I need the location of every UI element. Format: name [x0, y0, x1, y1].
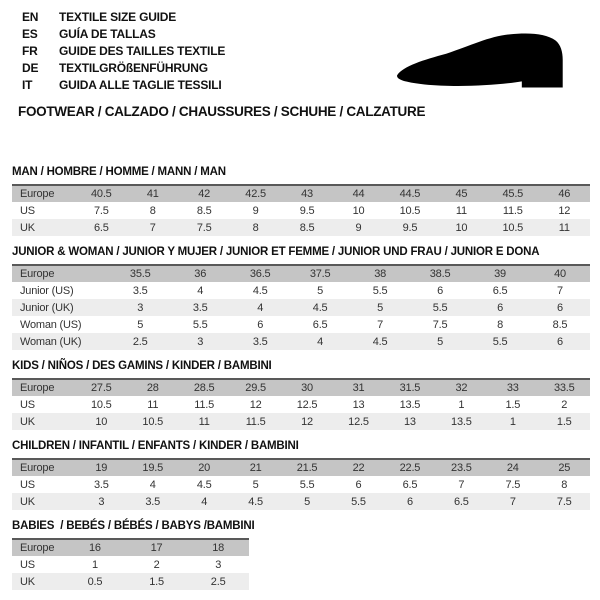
- size-value-cell: 13.5: [399, 398, 421, 411]
- table-row: [12, 476, 590, 493]
- size-value-cell: 4.5: [230, 493, 281, 510]
- size-value-cell: 29.5: [230, 379, 281, 396]
- size-value-cell: 6.5: [76, 219, 127, 236]
- size-value-cell: 8: [149, 204, 156, 217]
- size-value-cell: 3: [170, 333, 230, 350]
- size-value-cell: 3.5: [127, 493, 178, 510]
- size-value-cell: 10.5: [90, 398, 112, 411]
- size-value-cell: 17: [126, 539, 188, 556]
- size-value-cell: 7: [487, 493, 538, 510]
- size-value-cell: 7.5: [432, 318, 448, 331]
- size-value-cell: 5.5: [333, 493, 384, 510]
- size-table: [12, 184, 590, 236]
- size-value-cell: 44.5: [384, 185, 435, 202]
- row-label: Europe: [12, 539, 64, 556]
- size-value-cell: 2.5: [187, 573, 249, 590]
- size-table: [12, 538, 249, 590]
- size-value-cell: 8.5: [552, 318, 568, 331]
- size-value-cell: 7: [458, 478, 465, 491]
- size-value-cell: 45.5: [487, 185, 538, 202]
- size-value-cell: 4.5: [350, 333, 410, 350]
- language-row-de: [22, 59, 225, 76]
- size-value-cell: 13.5: [436, 413, 487, 430]
- size-value-cell: 4.5: [252, 284, 268, 297]
- language-label: GUÍA DE TALLAS: [59, 26, 156, 41]
- language-label: TEXTILGRÖßENFÜHRUNG: [59, 60, 208, 75]
- size-table-section: [12, 166, 590, 236]
- size-value-cell: 4: [149, 478, 156, 491]
- size-value-cell: 41: [127, 185, 178, 202]
- size-value-cell: 4.5: [290, 299, 350, 316]
- size-value-cell: 6.5: [312, 318, 328, 331]
- size-value-cell: 8: [497, 318, 503, 331]
- table-row: [12, 556, 249, 573]
- row-label: US: [20, 398, 35, 411]
- size-value-cell: 27.5: [76, 379, 127, 396]
- size-value-cell: 8.5: [281, 219, 332, 236]
- size-value-cell: 33: [487, 379, 538, 396]
- size-table: [12, 264, 590, 350]
- category-title: FOOTWEAR / CALZADO / CHAUSSURES / SCHUHE / CALZATURE: [18, 104, 426, 119]
- size-value-cell: 10.5: [399, 204, 421, 217]
- table-row: [12, 219, 590, 236]
- size-value-cell: 11: [539, 219, 590, 236]
- size-value-cell: 36.5: [230, 265, 290, 282]
- table-row: [12, 202, 590, 219]
- size-value-cell: 6: [530, 299, 590, 316]
- size-value-cell: 43: [281, 185, 332, 202]
- size-value-cell: 24: [487, 459, 538, 476]
- size-value-cell: 7.5: [93, 204, 109, 217]
- size-value-cell: 6: [530, 333, 590, 350]
- language-title-list: [22, 8, 225, 93]
- size-value-cell: 7: [377, 318, 384, 331]
- size-value-cell: 42.5: [230, 185, 281, 202]
- size-value-cell: 12.5: [296, 398, 318, 411]
- size-value-cell: 1.5: [126, 573, 188, 590]
- size-value-cell: 1: [487, 413, 538, 430]
- size-table: [12, 458, 590, 510]
- size-value-cell: 11: [147, 398, 159, 411]
- size-value-cell: 10: [436, 219, 487, 236]
- size-value-cell: 2.5: [110, 333, 170, 350]
- row-label: Junior (US): [20, 284, 74, 297]
- table-row: [12, 265, 590, 282]
- language-code: ES: [22, 26, 38, 41]
- row-label: UK: [12, 493, 76, 510]
- row-label: Woman (US): [20, 318, 82, 331]
- table-title: KIDS / NIÑOS / DES GAMINS / KINDER / BAMBINI: [12, 360, 272, 372]
- size-value-cell: 25: [539, 459, 590, 476]
- size-value-cell: 1: [91, 558, 98, 571]
- size-value-cell: 8.5: [196, 204, 212, 217]
- size-value-cell: 5: [410, 333, 470, 350]
- size-value-cell: 2: [561, 398, 568, 411]
- size-value-cell: 5: [137, 318, 144, 331]
- size-value-cell: 3.5: [170, 299, 230, 316]
- table-row: [12, 299, 590, 316]
- size-value-cell: 2: [153, 558, 160, 571]
- size-value-cell: 3.5: [132, 284, 148, 297]
- size-value-cell: 20: [178, 459, 229, 476]
- size-value-cell: 11.5: [230, 413, 281, 430]
- language-code: FR: [22, 43, 38, 58]
- row-label: Europe: [12, 185, 76, 202]
- size-value-cell: 38: [350, 265, 410, 282]
- table-title: CHILDREN / INFANTIL / ENFANTS / KINDER / BAMBINI: [12, 440, 299, 452]
- language-code: DE: [22, 60, 39, 75]
- size-value-cell: 5: [281, 493, 332, 510]
- size-value-cell: 9.5: [299, 204, 315, 217]
- size-value-cell: 30: [281, 379, 332, 396]
- size-value-cell: 33.5: [539, 379, 590, 396]
- size-value-cell: 40: [530, 265, 590, 282]
- size-value-cell: 6: [257, 318, 264, 331]
- table-title: JUNIOR & WOMAN / JUNIOR Y MUJER / JUNIOR ET FEMME / JUNIOR UND FRAU / JUNIOR E DONA: [12, 246, 540, 258]
- size-value-cell: 35.5: [110, 265, 170, 282]
- size-value-cell: 9: [333, 219, 384, 236]
- size-value-cell: 1.5: [505, 398, 521, 411]
- size-value-cell: 31: [333, 379, 384, 396]
- size-value-cell: 5.5: [299, 478, 315, 491]
- size-value-cell: 6.5: [492, 284, 508, 297]
- size-value-cell: 37.5: [290, 265, 350, 282]
- size-value-cell: 39: [470, 265, 530, 282]
- table-title: BABIES / BEBÉS / BÉBÉS / BABYS /BAMBINI: [12, 520, 255, 532]
- row-label: Europe: [12, 379, 76, 396]
- size-value-cell: 5.5: [192, 318, 208, 331]
- size-table: [12, 378, 590, 430]
- size-value-cell: 4: [197, 284, 204, 297]
- size-value-cell: 1.5: [539, 413, 590, 430]
- language-code: IT: [22, 77, 33, 92]
- size-value-cell: 18: [187, 539, 249, 556]
- language-row-it: [22, 76, 225, 93]
- size-value-cell: 7.5: [505, 478, 521, 491]
- language-code: EN: [22, 9, 39, 24]
- size-value-cell: 0.5: [64, 573, 126, 590]
- language-label: TEXTILE SIZE GUIDE: [59, 9, 177, 24]
- table-row: [12, 573, 249, 590]
- language-row-fr: [22, 42, 225, 59]
- size-value-cell: 7: [127, 219, 178, 236]
- dress-shoe-icon: [392, 28, 576, 98]
- language-row-en: [22, 8, 225, 25]
- table-row: [12, 282, 590, 299]
- table-title: MAN / HOMBRE / HOMME / MANN / MAN: [12, 166, 226, 178]
- size-value-cell: 6: [470, 299, 530, 316]
- table-row: [12, 185, 590, 202]
- size-value-cell: 11: [178, 413, 229, 430]
- size-value-cell: 11.5: [502, 204, 523, 217]
- language-label: GUIDE DES TAILLES TEXTILE: [59, 43, 226, 58]
- size-value-cell: 6.5: [436, 493, 487, 510]
- size-value-cell: 5: [317, 284, 324, 297]
- size-value-cell: 5.5: [470, 333, 530, 350]
- size-table-section: [12, 440, 590, 510]
- size-value-cell: 21: [230, 459, 281, 476]
- table-row: [12, 396, 590, 413]
- row-label: Woman (UK): [12, 333, 110, 350]
- size-value-cell: 6: [384, 493, 435, 510]
- size-value-cell: 19: [76, 459, 127, 476]
- row-label: UK: [12, 413, 76, 430]
- table-row: [12, 413, 590, 430]
- size-value-cell: 36: [170, 265, 230, 282]
- size-value-cell: 3: [110, 299, 170, 316]
- size-value-cell: 28: [127, 379, 178, 396]
- size-value-cell: 13: [352, 398, 365, 411]
- size-value-cell: 4: [290, 333, 350, 350]
- size-value-cell: 44: [333, 185, 384, 202]
- size-table-section: [12, 246, 590, 350]
- size-value-cell: 16: [64, 539, 126, 556]
- table-row: [12, 493, 590, 510]
- row-label: US: [20, 558, 35, 571]
- size-value-cell: 22: [333, 459, 384, 476]
- size-tables-container: [12, 166, 590, 600]
- size-value-cell: 7.5: [178, 219, 229, 236]
- size-value-cell: 11: [455, 204, 467, 217]
- size-value-cell: 8: [230, 219, 281, 236]
- row-label: US: [20, 478, 35, 491]
- size-value-cell: 3.5: [230, 333, 290, 350]
- size-value-cell: 3: [215, 558, 222, 571]
- size-value-cell: 10.5: [487, 219, 538, 236]
- size-value-cell: 5.5: [410, 299, 470, 316]
- size-value-cell: 10: [76, 413, 127, 430]
- size-value-cell: 9.5: [384, 219, 435, 236]
- size-value-cell: 6: [437, 284, 444, 297]
- size-value-cell: 5: [350, 299, 410, 316]
- size-value-cell: 5.5: [372, 284, 388, 297]
- size-value-cell: 31.5: [384, 379, 435, 396]
- row-label: UK: [12, 573, 64, 590]
- table-row: [12, 539, 249, 556]
- size-value-cell: 8: [561, 478, 568, 491]
- size-value-cell: 1: [458, 398, 465, 411]
- size-value-cell: 40.5: [76, 185, 127, 202]
- size-value-cell: 28.5: [178, 379, 229, 396]
- table-row: [12, 459, 590, 476]
- size-value-cell: 12.5: [333, 413, 384, 430]
- table-row: [12, 316, 590, 333]
- size-value-cell: 22.5: [384, 459, 435, 476]
- language-label: GUIDA ALLE TAGLIE TESSILI: [59, 77, 222, 92]
- size-value-cell: 10: [352, 204, 365, 217]
- size-value-cell: 7: [557, 284, 563, 297]
- row-label: UK: [12, 219, 76, 236]
- size-value-cell: 13: [384, 413, 435, 430]
- size-value-cell: 3: [76, 493, 127, 510]
- size-value-cell: 7.5: [539, 493, 590, 510]
- size-value-cell: 32: [436, 379, 487, 396]
- row-label: US: [20, 204, 35, 217]
- size-value-cell: 12: [281, 413, 332, 430]
- size-value-cell: 11.5: [194, 398, 215, 411]
- size-value-cell: 9: [252, 204, 259, 217]
- size-value-cell: 12: [558, 204, 571, 217]
- size-value-cell: 46: [539, 185, 590, 202]
- size-value-cell: 6: [355, 478, 362, 491]
- size-value-cell: 4: [230, 299, 290, 316]
- size-value-cell: 4: [178, 493, 229, 510]
- size-value-cell: 21.5: [281, 459, 332, 476]
- size-table-section: [12, 360, 590, 430]
- size-value-cell: 23.5: [436, 459, 487, 476]
- row-label: Europe: [12, 459, 76, 476]
- row-label: Europe: [12, 265, 110, 282]
- size-value-cell: 42: [178, 185, 229, 202]
- size-value-cell: 38.5: [410, 265, 470, 282]
- size-value-cell: 3.5: [93, 478, 109, 491]
- size-value-cell: 19.5: [127, 459, 178, 476]
- size-table-section: [12, 520, 590, 590]
- table-row: [12, 333, 590, 350]
- size-value-cell: 12: [249, 398, 262, 411]
- table-row: [12, 379, 590, 396]
- size-value-cell: 45: [436, 185, 487, 202]
- size-value-cell: 10.5: [127, 413, 178, 430]
- size-value-cell: 4.5: [196, 478, 212, 491]
- language-row-es: [22, 25, 225, 42]
- row-label: Junior (UK): [12, 299, 110, 316]
- size-value-cell: 5: [252, 478, 259, 491]
- size-value-cell: 6.5: [402, 478, 418, 491]
